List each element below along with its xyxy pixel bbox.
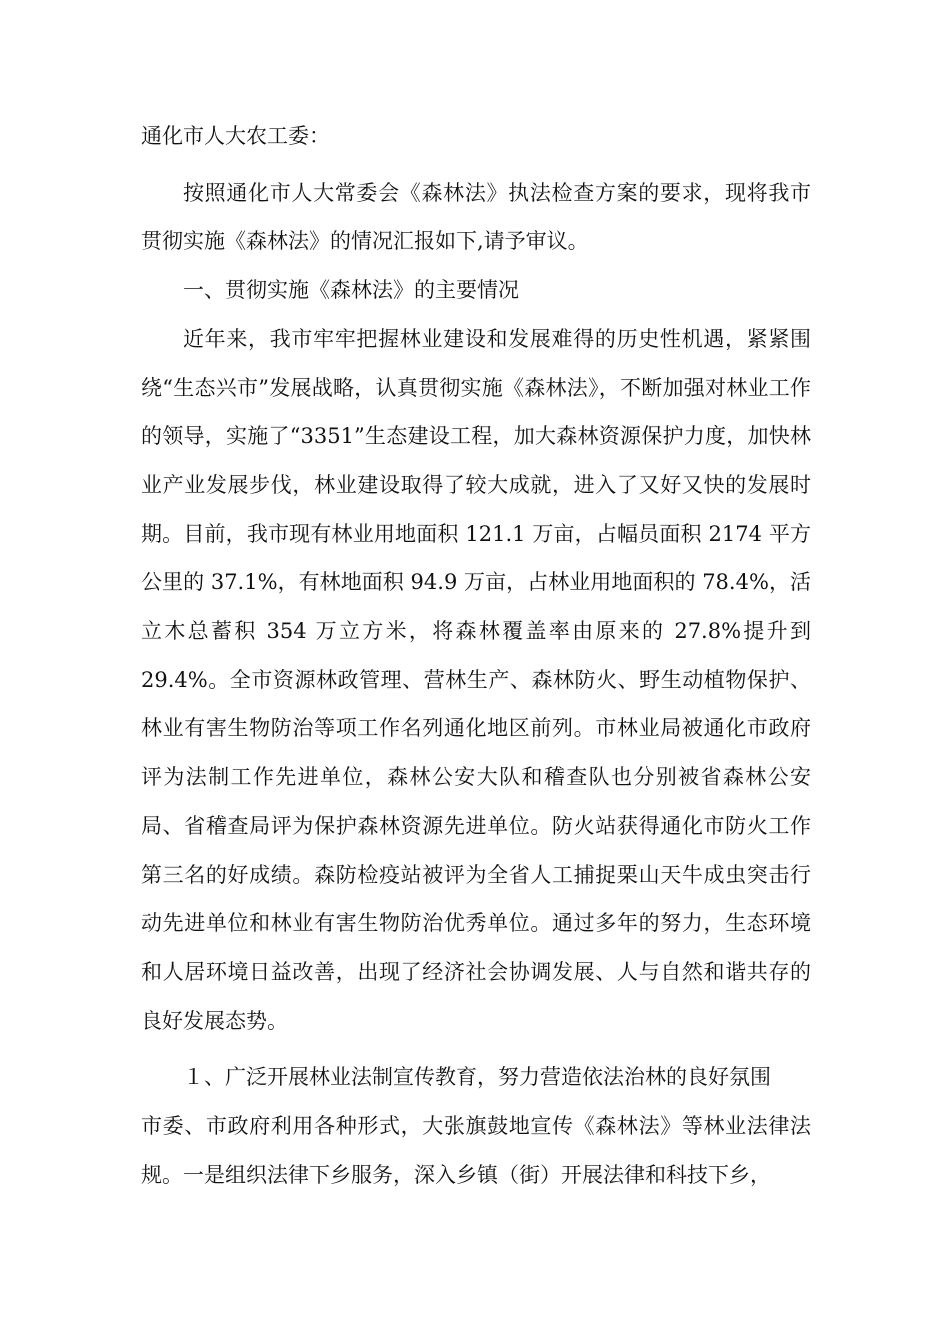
intro-paragraph: 按照通化市人大常委会《森林法》执法检查方案的要求，现将我市贯彻实施《森林法》的情况汇报如下,请予审议。 <box>141 180 811 254</box>
section-1-heading: 一、贯彻实施《森林法》的主要情况 <box>183 278 519 303</box>
section-1-paragraph: 近年来，我市牢牢把握林业建设和发展难得的历史性机遇，紧紧围绕“生态兴市”发展战略，认真贯彻实施《森林法》，不断加强对林业工作的领导，实施了“3351”生态建设工程，加大森林资源保护力度，加快林业产业发展步伐，林业建设取得了较大成就，进入了又好又快的发展时期。目前，我市现有林业用地面积 121.1 万亩，占幅员面积 2174 平方公里的 37.1%，有林地面积 94.9 万亩，占林业用地面积的 78.4%，活立木总蓄积 354 万立方米，将森林覆盖率由原来的 27.8%提升到 29.4%。全市资源林政管理、营林生产、森林防火、野生动植物保护、林业有害生物防治等项工作名列通化地区前列。市林业局被通化市政府评为法制工作先进单位，森林公安大队和稽查队也分别被省森林公安局、省稽查局评为保护森林资源先进单位。防火站获得通化市防火工作第三名的好成绩。森防检疫站被评为全省人工捕捉栗山天牛成虫突击行动先进单位和林业有害生物防治优秀单位。通过多年的努力，生态环境和人居环境日益改善，出现了经济社会协调发展、人与自然和谐共存的良好发展态势。 <box>141 326 811 1033</box>
document-body <box>141 112 811 1199</box>
subsection-1-heading: １、广泛开展林业法制宣传教育，努力营造依法治林的良好氛围 <box>183 1065 771 1090</box>
salutation: 通化市人大农工委： <box>141 124 330 148</box>
subsection-1-paragraph: 市委、市政府利用各种形式，大张旗鼓地宣传《森林法》等林业法律法规。一是组织法律下乡服务，深入乡镇（街）开展法律和科技下乡， <box>141 1114 811 1187</box>
